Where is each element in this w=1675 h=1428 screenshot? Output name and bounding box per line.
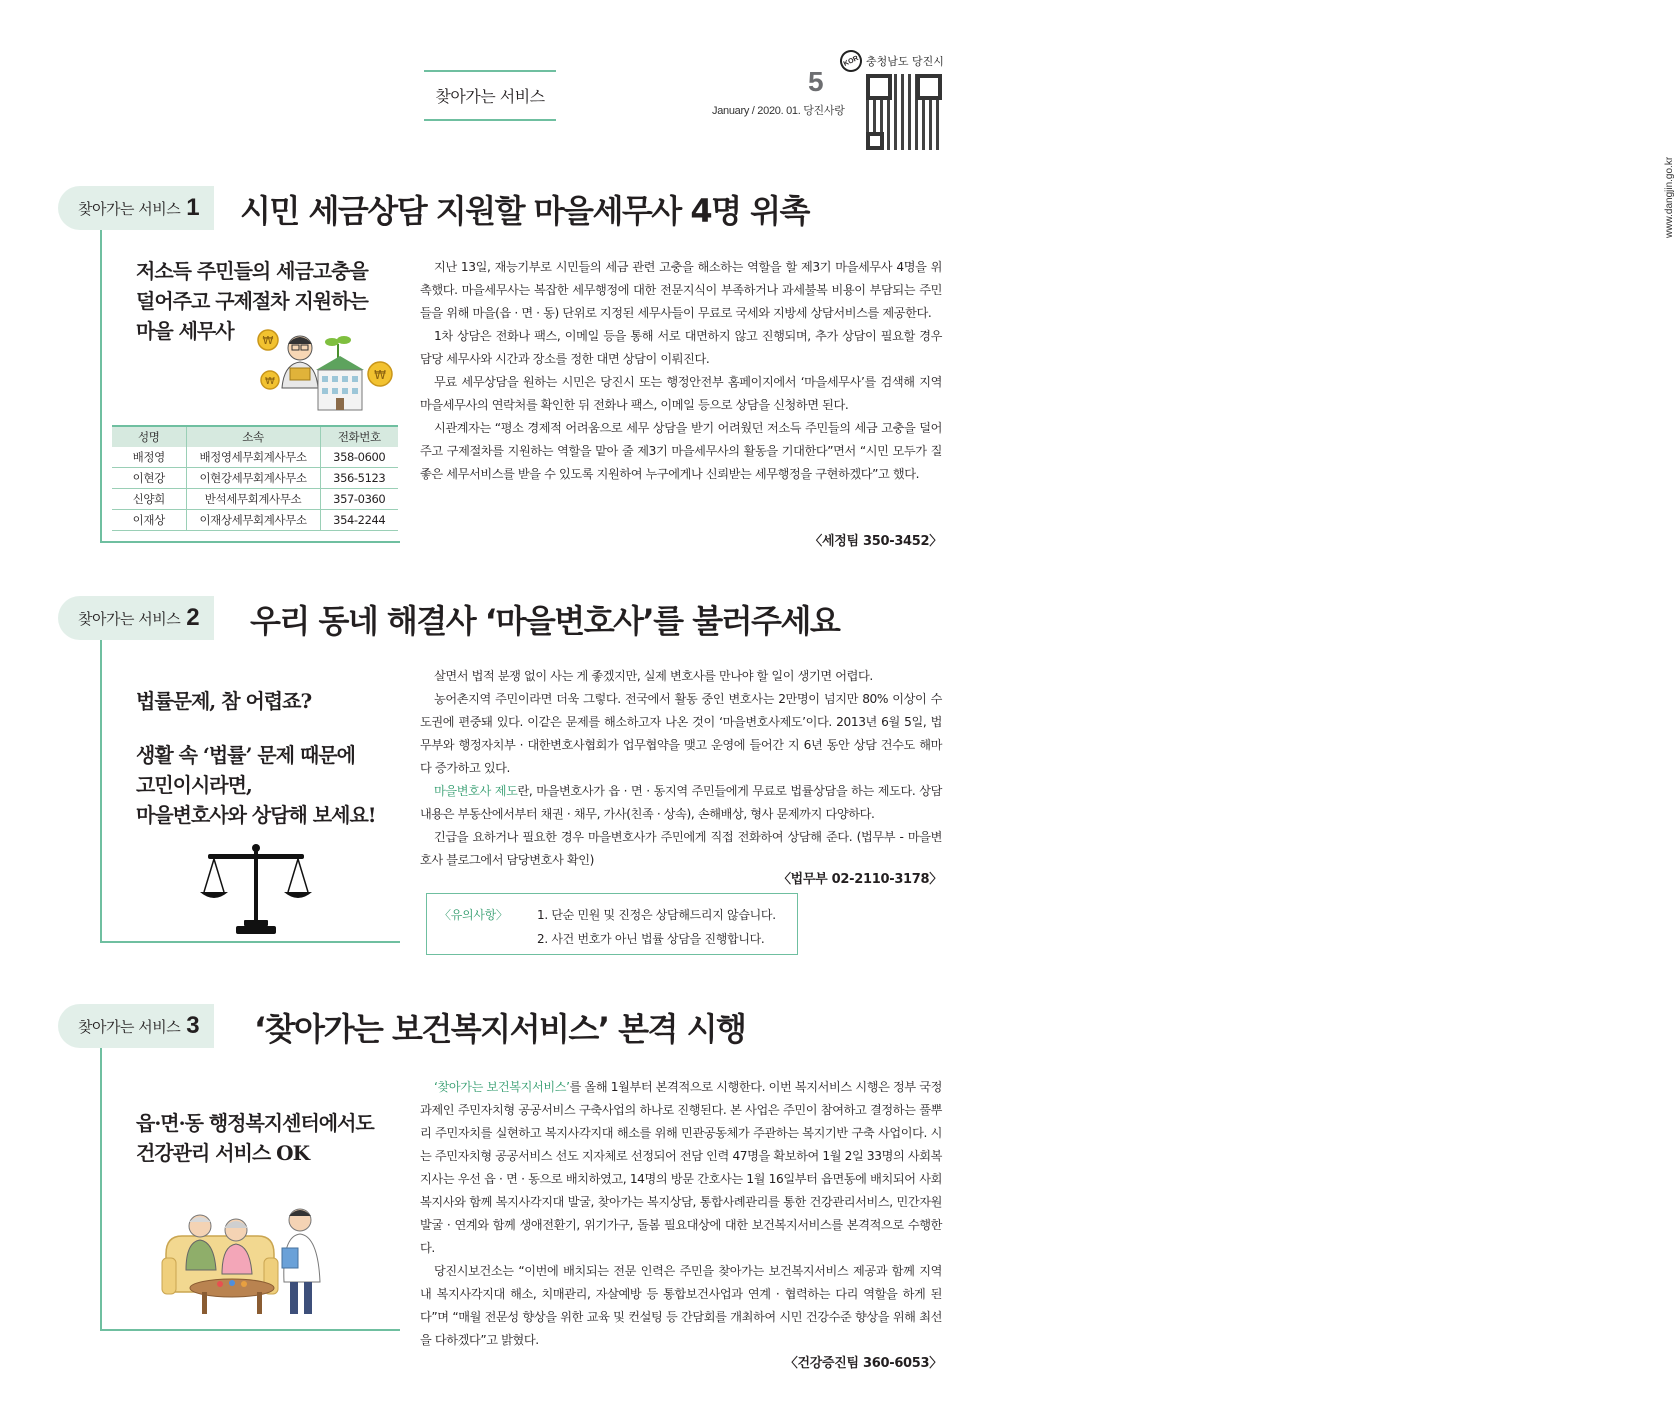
section-1-pill	[58, 186, 214, 230]
svg-text:₩: ₩	[265, 376, 275, 387]
table-header-phone: 전화번호	[320, 426, 398, 447]
table-row	[112, 510, 398, 531]
section-1-body	[420, 256, 942, 486]
section-2-title: 우리 동네 해결사 ‘마을변호사’를 불러주세요	[250, 602, 840, 640]
site-url[interactable]: www.dangjin.go.kr	[1664, 156, 1675, 238]
header-rule-bottom	[424, 119, 556, 121]
section-3-pill-number: 3	[186, 1012, 200, 1039]
brand	[840, 50, 944, 72]
section-3-body	[420, 1076, 942, 1352]
section-1-vline	[100, 230, 102, 542]
table-cell-phone: 358-0600	[320, 447, 398, 468]
table-cell-office: 배정영세무회계사무소	[186, 447, 320, 468]
tax-advisor-illustration-icon	[258, 318, 394, 422]
section-1-hline	[100, 541, 400, 543]
table-cell-phone: 357-0360	[320, 489, 398, 510]
tax-advisor-table	[112, 425, 398, 531]
section-1-paragraph: 시관계자는 “평소 경제적 어려움으로 세무 상담을 받기 어려웠던 저소득 주민들의 세금 고충을 덜어주고 구제절차를 지원하는 역할을 맡아 줄 제3기 마을세무사의 활동을 기대한다”면서 “시민 모두가 질 좋은 세무서비스를 받을 수 있도록 지원하여 누구에게나 신뢰받는 세무행정을 구현하겠다”고 했다.	[420, 421, 942, 481]
section-1-paragraph: 지난 13일, 재능기부로 시민들의 세금 관련 고충을 해소하는 역할을 할 제3기 마을세무사 4명을 위촉했다. 마을세무사는 복잡한 세무행정에 대한 전문지식이 부족하거나 과세불복 비용이 부담되는 주민들을 위해 마을(읍 · 면 · 동) 단위로 지정된 세무사들이 무료로 국세와 지방세 상담서비스를 제공한다.	[420, 260, 942, 320]
section-2-body	[420, 665, 942, 872]
section-2-contact: 〈법무부 02-2110-3178〉	[777, 872, 942, 887]
section-2-vline	[100, 640, 102, 942]
table-cell-office: 이현강세무회계사무소	[186, 468, 320, 489]
highlight-term: 마을변호사 제도	[434, 784, 518, 798]
issue-label: January / 2020. 01. 당진사랑	[712, 105, 845, 117]
table-cell-name: 배정영	[112, 447, 186, 468]
section-1-subhead: 저소득 주민들의 세금고충을 덜어주고 구제절차 지원하는 마을 세무사	[136, 259, 368, 343]
highlight-term: ‘찾아가는 보건복지서비스’	[434, 1080, 570, 1094]
section-2-hline	[100, 941, 400, 943]
section-1-contact: 〈세정팀 350-3452〉	[809, 534, 942, 549]
section-3-subhead: 읍·면·동 행정복지센터에서도 건강관리 서비스 OK	[136, 1111, 374, 1165]
table-cell-office: 이재상세무회계사무소	[186, 510, 320, 531]
qr-code-icon[interactable]	[866, 74, 942, 150]
justice-scales-icon	[200, 842, 312, 938]
section-2-paragraph: 긴급을 요하거나 필요한 경우 마을변호사가 주민에게 직접 전화하여 상담해 준다. (법무부 - 마을변호사 블로그에서 담당변호사 확인)	[420, 830, 942, 867]
table-cell-name: 이현강	[112, 468, 186, 489]
table-cell-name: 이재상	[112, 510, 186, 531]
section-3-paragraph	[420, 1076, 942, 1260]
section-3-paragraph: 당진시보건소는 “이번에 배치되는 전문 인력은 주민을 찾아가는 보건복지서비스 제공과 함께 지역 내 복지사각지대 해소, 치매관리, 자살예방 등 통합보건사업과 연계 · 협력하는 다리 역할을 하게 된다”며 “매월 전문성 향상을 위한 교육 및 컨설팅 등 간담회를 개최하여 시민 건강수준 향상을 위해 최선을 다하겠다”고 밝혔다.	[420, 1264, 942, 1347]
section-1-paragraph: 1차 상담은 전화나 팩스, 이메일 등을 통해 서로 대면하지 않고 진행되며, 추가 상담이 필요할 경우 담당 세무사와 시간과 장소를 정한 대면 상담이 이뤄진다.	[420, 329, 942, 366]
section-3-contact: 〈건강증진팀 360-6053〉	[784, 1356, 942, 1371]
section-2-pill-number: 2	[186, 604, 200, 631]
header-section-label	[420, 70, 560, 121]
table-header-name: 성명	[112, 426, 186, 447]
table-header-office: 소속	[186, 426, 320, 447]
table-cell-office: 반석세무회계사무소	[186, 489, 320, 510]
section-3-hline	[100, 1329, 400, 1331]
svg-text:₩: ₩	[374, 368, 386, 382]
section-3-vline	[100, 1048, 102, 1330]
section-3-paragraph-rest: 를 올해 1월부터 본격적으로 시행한다. 이번 복지서비스 시행은 정부 국정과제인 주민자치형 공공서비스 구축사업의 하나로 진행된다. 본 사업은 주민이 참여하고 결정하는 풀뿌리 주민자치를 실현하고 복지사각지대 해소를 위해 민관공동체가 주관하는 복지기반 구축 사업이다. 시는 주민자치형 공공서비스 선도 지자체로 선정되어 전담 인력 47명을 확보하여 1월 2일 33명의 사회복지사는 우선 읍 · 면 · 동으로 배치하였고, 14명의 방문 간호사는 1월 16일부터 읍면동에 배치되어 사회복지사와 함께 복지사각지대 발굴, 찾아가는 복지상담, 통합사례관리를 통한 건강관리서비스, 민간자원 발굴 · 연계와 함께 생애전환기, 위기가구, 돌봄 필요대상에 대한 보건복지서비스를 본격적으로 수행한다.	[420, 1080, 943, 1255]
section-1-pill-number: 1	[186, 194, 200, 221]
section-1-title: 시민 세금상담 지원할 마을세무사 4명 위촉	[240, 192, 809, 230]
section-2-pill	[58, 596, 214, 640]
notice-label: 〈유의사항〉	[439, 908, 508, 922]
section-3-pill-text: 찾아가는 서비스	[78, 1017, 181, 1036]
home-care-visit-icon	[162, 1196, 332, 1318]
section-2-subhead-question: 법률문제, 참 어렵죠?	[136, 689, 312, 713]
brand-name: 충청남도 당진시	[866, 55, 944, 68]
section-2-pill-text: 찾아가는 서비스	[78, 609, 181, 628]
page-number: 5	[808, 66, 824, 97]
kor-logo-icon: KOR	[836, 46, 865, 75]
section-1-pill-text: 찾아가는 서비스	[78, 199, 181, 218]
table-cell-phone: 356-5123	[320, 468, 398, 489]
notice-box	[426, 893, 798, 955]
section-3-title: ‘찾아가는 보건복지서비스’ 본격 시행	[254, 1010, 746, 1048]
table-row	[112, 489, 398, 510]
section-3-pill	[58, 1004, 214, 1048]
table-row	[112, 468, 398, 489]
section-2-paragraph-rest: 란, 마을변호사가 읍 · 면 · 동지역 주민들에게 무료로 법률상담을 하는 제도다. 상담 내용은 부동산에서부터 채권 · 채무, 가사(친족 · 상속), 손해배상, 형사 문제까지 다양하다.	[420, 784, 942, 821]
section-1-paragraph: 무료 세무상담을 원하는 시민은 당진시 또는 행정안전부 홈페이지에서 ‘마을세무사’를 검색해 지역 마을세무사의 연락처를 확인한 뒤 전화나 팩스, 이메일 등으로 상담을 신청하면 된다.	[420, 375, 942, 412]
table-cell-name: 신양희	[112, 489, 186, 510]
header-label: 찾아가는 서비스	[435, 87, 545, 106]
svg-text:₩: ₩	[262, 334, 274, 347]
section-2-paragraph: 살면서 법적 분쟁 없이 사는 게 좋겠지만, 실제 변호사를 만나야 할 일이 생기면 어렵다.	[434, 669, 873, 683]
notice-item: 1. 단순 민원 및 진정은 상담해드리지 않습니다.	[537, 908, 776, 922]
section-2-paragraph	[420, 780, 942, 826]
section-2-paragraph: 농어촌지역 주민이라면 더욱 그렇다. 전국에서 활동 중인 변호사는 2만명이 넘지만 80% 이상이 수도권에 편중돼 있다. 이같은 문제를 해소하고자 나온 것이 ‘마을변호사제도’이다. 2013년 6월 5일, 법무부와 행정자치부 · 대한변호사협회가 업무협약을 맺고 운영에 들어간 지 6년 동안 상담 건수도 해마다 증가하고 있다.	[420, 692, 942, 775]
table-row	[112, 447, 398, 468]
section-2-subhead: 생활 속 ‘법률’ 문제 때문에 고민이시라면, 마을변호사와 상담해 보세요!	[136, 743, 376, 827]
notice-item: 2. 사건 번호가 아닌 법률 상담을 진행합니다.	[537, 932, 765, 946]
table-cell-phone: 354-2244	[320, 510, 398, 531]
